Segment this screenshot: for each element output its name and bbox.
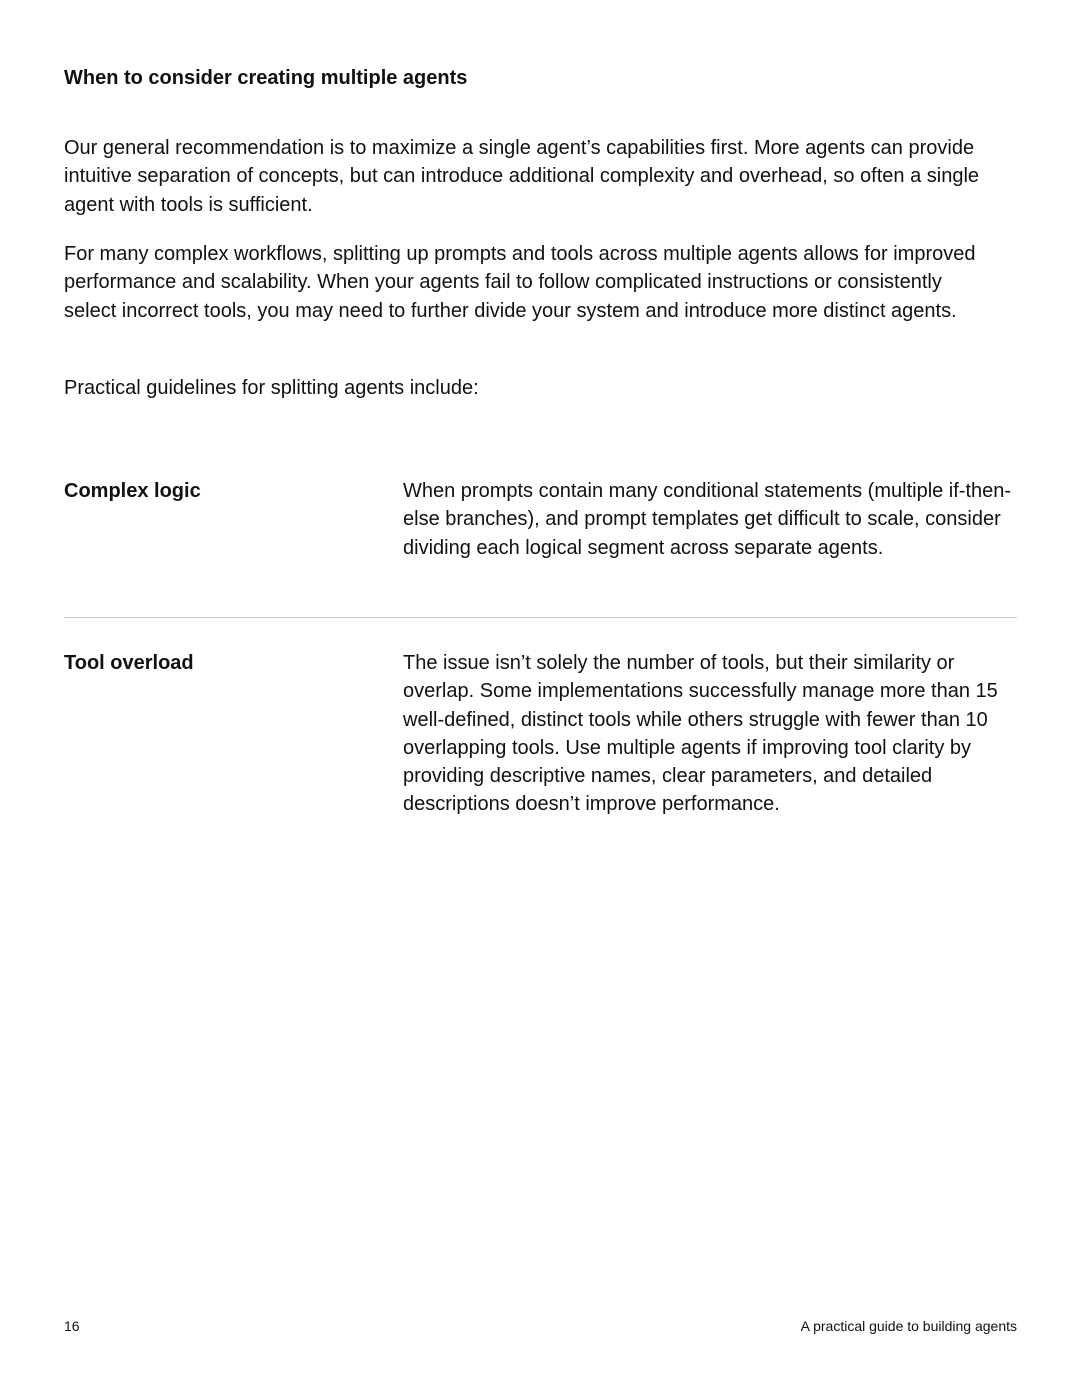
paragraph-guidelines-intro: Practical guidelines for splitting agents include:	[64, 377, 479, 399]
guideline-description: When prompts contain many conditional statements (multiple if-then-else branches), and prompt templates get difficult to scale, consider dividing each logical segment across separate agents.	[403, 480, 1012, 559]
guideline-description: The issue isn’t solely the number of tools, but their similarity or overlap. Some implementations successfully manage more than 15 well-defined, distinct tools while others struggle with fewer than 10 overlapping tools. Use multiple agents if improving tool clarity by providing descriptive names, clear parameters, and detailed descriptions doesn’t improve performance.	[403, 652, 998, 816]
guideline-label: Complex logic	[64, 480, 201, 502]
row-divider	[64, 617, 1017, 618]
guideline-label: Tool overload	[64, 652, 194, 674]
paragraph-recommendation: Our general recommendation is to maximize a single agent’s capabilities first. More agents can provide intuitive separation of concepts, but can introduce additional complexity and overhead, so often a single agent with tools is sufficient.	[64, 137, 980, 216]
section-heading: When to consider creating multiple agents	[64, 67, 468, 89]
page-number: 16	[64, 1318, 80, 1334]
paragraph-complex-workflows: For many complex workflows, splitting up prompts and tools across multiple agents allows for improved performance and scalability. When your agents fail to follow complicated instructions or consistently select incorrect tools, you may need to further divide your system and introduce more distinct agents.	[64, 243, 976, 322]
document-title: A practical guide to building agents	[800, 1318, 1017, 1334]
